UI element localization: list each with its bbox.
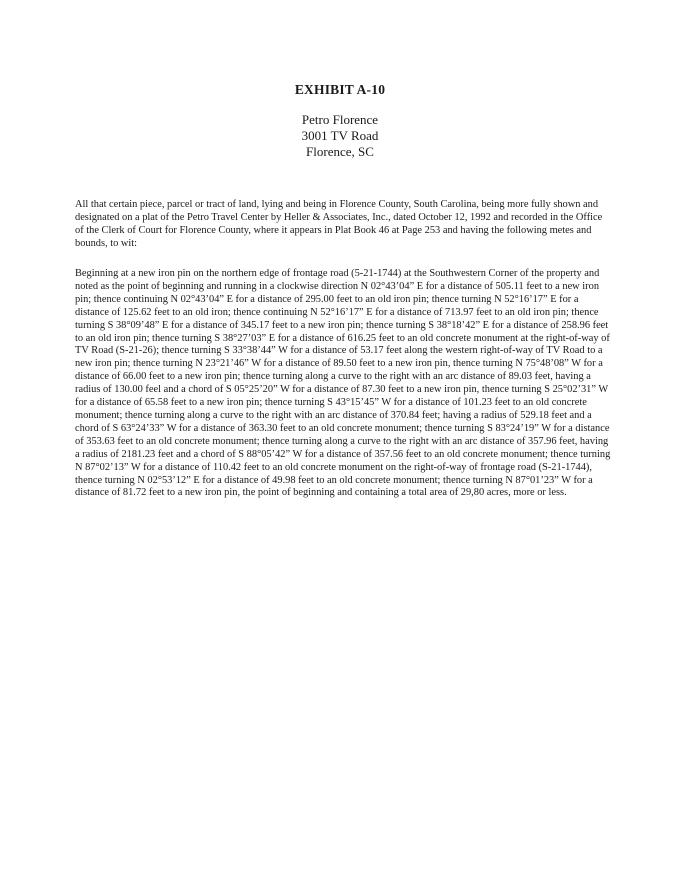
metes-and-bounds-paragraph: Beginning at a new iron pin on the northern edge of frontage road (5-21-1744) at the Southwestern Corner of the property and noted as the point of beginning and running in a clockwise direction N 02°43’04” E for a distance of 505.11 feet to a new iron pin; thence continuing N 02°43’04” E for a distance of 295.00 feet to an old iron pin; thence turning N 52°16’17” E for a distance of 125.62 feet to an old iron; thence continuing N 52°16’17” E for a distance of 713.97 feet to an old iron pin; thence turning S 38°09’48” E for a distance of 345.17 feet to a new iron pin; thence turning S 38°18’42” E for a distance of 258.96 feet to an old iron pin; thence turning S 38°27’03” E for a distance of 616.25 feet to an old concrete monument at the right-of-way of TV Road (S-21-26); thence turning S 33°38’44” W for a distance of 53.17 feet along the western right-of-way of TV Road to a new iron pin; thence turning N 23°21’46” W for a distance of 89.50 feet to a new iron pin, thence turning N 75°48’08” W for a distance of 66.00 feet to a new iron pin; thence turning along a curve to the right with an arc distance of 89.03 feet, having a radius of 130.00 feel and a chord of S 05°25’20” W for a distance of 87.30 feet to a new iron pin, thence turning S 25°02’31” W for a distance of 65.58 feet to a new iron pin; thence turning S 43°15’45” W for a distance of 101.23 feet to an old concrete monument; thence turning along a curve to the right with an arc distance of 370.84 feet; having a radius of 529.18 feet and a chord of S 63°24’33” W for a distance of 363.30 feet to an old concrete monument; thence turning S 83°24’19” W for a distance of 353.63 feet to an old concrete monument; thence turning along a curve to the right with an arc distance of 357.96 feet, having a radius of 2181.23 feet and a chord of S 88°05’42” W for a distance of 357.56 feet to an old concrete monument; thence turning N 87°02’13” W for a distance of 110.42 feet to an old concrete monument on the right-of-way of frontage road (S-21-1744), thence turning N 02°53’12” E for a distance of 49.98 feet to an old concrete monument; thence turning N 87°01’23” W for a distance of 81.72 feet to a new iron pin, the point of beginning and containing a total area of 29,80 acres, more or less.: [75, 268, 611, 499]
street-address: 3001 TV Road: [301, 128, 379, 143]
city-state: Florence, SC: [306, 144, 374, 159]
property-name: Petro Florence: [301, 112, 379, 127]
exhibit-title: EXHIBIT A-10: [294, 82, 386, 97]
heading-block: [0, 82, 680, 160]
legal-description-intro: All that certain piece, parcel or tract of land, lying and being in Florence County, South Carolina, being more fully shown and designated on a plat of the Petro Travel Center by Heller & Associates, Inc., dated October 12, 1992 and recorded in the Office of the Clerk of Court for Florence County, where it appears in Plat Book 46 at Page 253 and having the following metes and bounds, to wit:: [75, 199, 603, 249]
